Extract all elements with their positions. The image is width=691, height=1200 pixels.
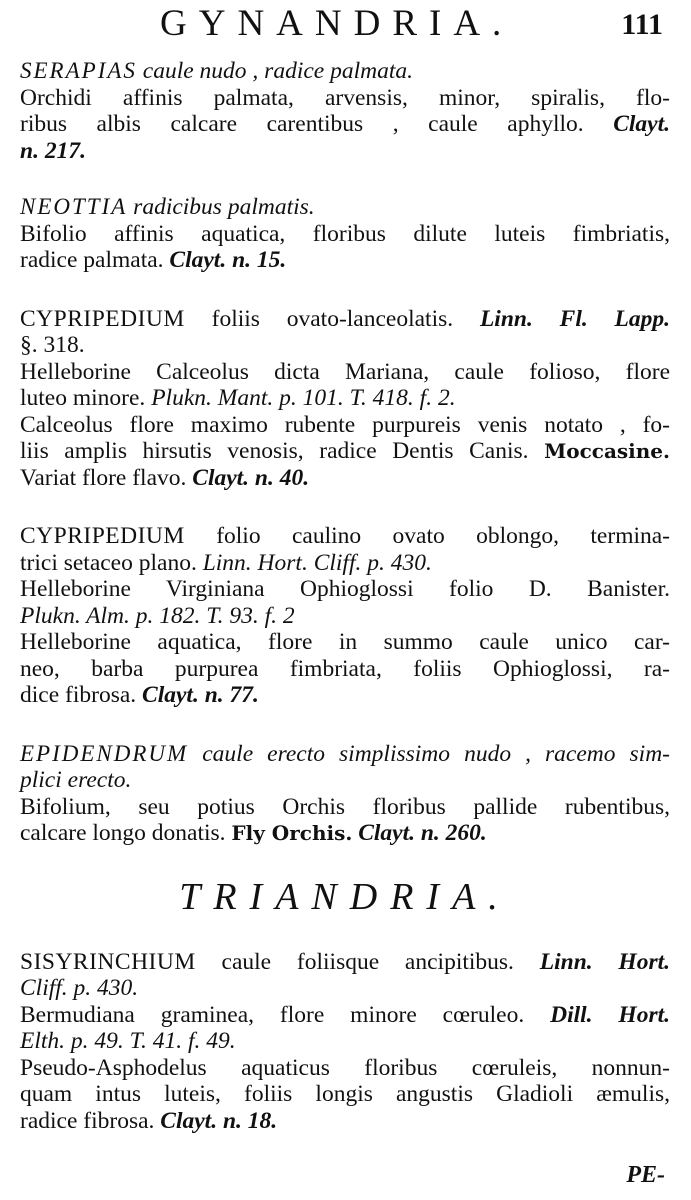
- entry-text: radice fibrosa.: [20, 1107, 155, 1134]
- genus-name: SERAPIAS: [20, 58, 137, 83]
- genus-name: NEOTTIA: [20, 194, 128, 219]
- page-body: [20, 58, 670, 1158]
- entry-line: Plukn. Alm. p. 182. T. 93. f. 2: [20, 602, 295, 629]
- entry-line: [20, 550, 670, 577]
- entry-line: Helleborine Calceolus dicta Mariana, caule folioso, flore: [20, 358, 670, 385]
- entry-text: radice palmata.: [20, 247, 164, 273]
- citation: Clayt. n. 260.: [358, 820, 487, 846]
- citation: Clayt. n. 40.: [192, 464, 310, 491]
- entry-line: [20, 1002, 670, 1029]
- diagnosis: caule nudo , radice palmata.: [142, 58, 413, 84]
- citation: Clayt.: [613, 111, 670, 137]
- vernacular-name: Fly Orchis.: [231, 821, 353, 845]
- entry-text: Variat flore flavo.: [20, 464, 187, 491]
- entry-line: [20, 111, 670, 138]
- genus-name: SISYRINCHIUM: [20, 948, 196, 975]
- entry-line: Elth. p. 49. T. 41. f. 49.: [20, 1028, 236, 1054]
- entry-text: Bermudiana graminea, flore minore cœruleo.: [20, 1001, 525, 1028]
- entry-heading: [20, 306, 670, 333]
- entry-text: luteo minore.: [20, 385, 146, 411]
- diagnosis: radicibus palmatis.: [133, 194, 315, 220]
- entry-cypripedium-2: [20, 523, 670, 709]
- citation: Clayt. n. 77.: [142, 682, 259, 708]
- entry-sisyrinchium: [20, 949, 670, 1135]
- entry-line: n. 217.: [20, 137, 86, 164]
- entry-line: Orchidi affinis palmata, arvensis, minor, spiralis, flo-: [20, 84, 670, 111]
- entry-line: [20, 820, 670, 847]
- entry-line: [20, 247, 670, 274]
- entry-line: Pseudo-Asphodelus aquaticus floribus cœruleis, nonnun-: [20, 1054, 670, 1081]
- vernacular-name: Moccasine.: [544, 439, 670, 463]
- citation: Linn. Hort.: [539, 948, 671, 975]
- catchword: PE-: [626, 1162, 665, 1188]
- genus-name: EPIDENDRUM: [20, 740, 189, 766]
- page-header: [0, 2, 691, 46]
- diagnosis: folio caulino ovato oblongo, termina-: [216, 523, 671, 549]
- entry-text: liis amplis hirsutis venosis, radice Dentis Canis.: [20, 438, 529, 464]
- entry-line: neo, barba purpurea fimbriata, foliis Ophioglossi, ra-: [20, 655, 670, 682]
- citation: Linn. Fl. Lapp.: [479, 305, 671, 332]
- entry-serapias: [20, 58, 670, 164]
- genus-name: CYPRIPEDIUM: [20, 523, 185, 549]
- genus-name: CYPRIPEDIUM: [20, 305, 185, 332]
- section-title: TRIANDRIA.: [179, 875, 511, 918]
- citation: Clayt. n. 15.: [169, 247, 287, 273]
- entry-line: Helleborine Virginiana Ophioglossi folio D. Banister.: [20, 576, 670, 602]
- entry-text: trici setaceo plano.: [20, 549, 197, 576]
- entry-heading: [20, 949, 670, 976]
- page-number: 111: [621, 8, 663, 41]
- citation: Linn. Hort. Cliff. p. 430.: [202, 549, 432, 576]
- citation: Plukn. Mant. p. 101. T. 418. f. 2.: [151, 385, 456, 411]
- entry-epidendrum: [20, 741, 670, 847]
- entry-heading: [20, 58, 670, 85]
- entry-heading: [20, 194, 670, 221]
- entry-text: ribus albis calcare carentibus , caule aphyllo.: [20, 111, 584, 137]
- diagnosis: caule erecto simplissimo nudo , racemo sim-: [202, 740, 670, 767]
- entry-line: quam intus luteis, foliis longis angustis Gladioli æmulis,: [20, 1081, 670, 1107]
- entry-line: [20, 438, 670, 465]
- entry-line: plici erecto.: [20, 767, 132, 793]
- entry-line: [20, 465, 670, 492]
- entry-line: [20, 385, 670, 412]
- entry-line: Bifolium, seu potius Orchis floribus pallide rubentibus,: [20, 793, 670, 820]
- entry-line: [20, 1108, 670, 1135]
- entry-line: Cliff. p. 430.: [20, 975, 139, 1001]
- entry-text: dice fibrosa.: [20, 682, 137, 708]
- entry-line: Calceolus flore maximo rubente purpureis venis notato , fo-: [20, 411, 670, 438]
- running-title: GYNANDRIA.: [160, 3, 514, 44]
- diagnosis: foliis ovato-lanceolatis.: [211, 305, 454, 332]
- entry-heading: [20, 741, 670, 768]
- entry-cypripedium-1: [20, 306, 670, 492]
- entry-heading: [20, 523, 670, 550]
- citation: Clayt. n. 18.: [160, 1107, 278, 1134]
- entry-text: calcare longo donatis.: [20, 820, 226, 846]
- entry-line: [20, 682, 670, 709]
- diagnosis: caule foliisque ancipitibus.: [221, 948, 514, 975]
- entry-line: §. 318.: [20, 332, 85, 358]
- entry-neottia: [20, 194, 670, 274]
- entry-line: Helleborine aquatica, flore in summo caule unico car-: [20, 629, 670, 655]
- entry-line: Bifolio affinis aquatica, floribus dilute luteis fimbriatis,: [20, 220, 670, 247]
- citation: Dill. Hort.: [550, 1001, 670, 1028]
